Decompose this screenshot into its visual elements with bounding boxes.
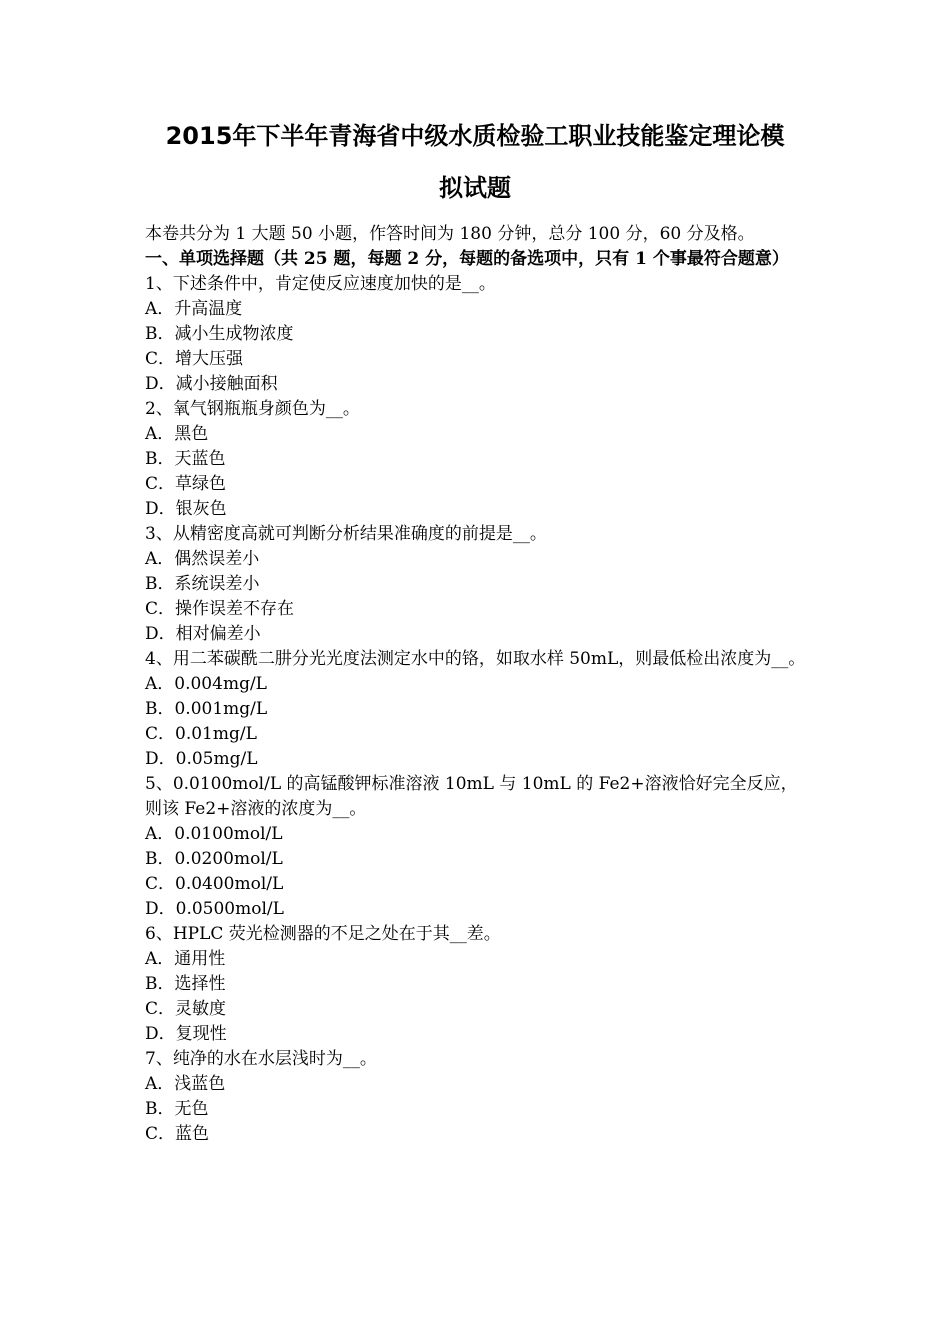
option-c: C．0.01mg/L (145, 724, 257, 744)
option-c: C．增大压强 (145, 349, 244, 369)
option-d: D．0.0500mol/L (145, 899, 284, 919)
option-b: B．0.0200mol/L (145, 849, 283, 869)
option-b: B．无色 (145, 1099, 209, 1119)
option-a: A．浅蓝色 (145, 1074, 226, 1094)
question-6 (145, 922, 810, 1047)
option-c: C．蓝色 (145, 1124, 210, 1144)
question-stem: 3、从精密度高就可判断分析结果准确度的前提是__。 (145, 524, 547, 544)
option-b: B．0.001mg/L (145, 699, 268, 719)
question-7 (145, 1047, 810, 1147)
option-a: A．通用性 (145, 949, 226, 969)
option-c: C．草绿色 (145, 474, 227, 494)
option-a: A．偶然误差小 (145, 549, 260, 569)
question-4 (145, 647, 810, 772)
option-c: C．0.0400mol/L (145, 874, 284, 894)
question-stem: 7、纯净的水在水层浅时为__。 (145, 1049, 377, 1069)
question-1 (145, 272, 810, 397)
question-5 (145, 772, 810, 922)
section-heading: 一、单项选择题（共 25 题，每题 2 分，每题的备选项中，只有 1 个事最符合题意） (145, 249, 789, 269)
document-title-line-1: 2015年下半年青海省中级水质检验工职业技能鉴定理论模 (165, 122, 785, 150)
option-d: D．0.05mg/L (145, 749, 258, 769)
option-c: C．灵敏度 (145, 999, 227, 1019)
question-stem: 6、HPLC 荧光检测器的不足之处在于其__差。 (145, 924, 501, 944)
option-b: B．选择性 (145, 974, 226, 994)
option-d: D．减小接触面积 (145, 374, 278, 394)
intro-text: 本卷共分为 1 大题 50 小题，作答时间为 180 分钟，总分 100 分，60 分及格。 (145, 224, 755, 244)
option-d: D．复现性 (145, 1024, 227, 1044)
document-body (145, 222, 810, 1147)
option-a: A．0.0100mol/L (145, 824, 283, 844)
option-b: B．天蓝色 (145, 449, 226, 469)
option-a: A．0.004mg/L (145, 674, 267, 694)
question-stem: 1、下述条件中，肯定使反应速度加快的是__。 (145, 274, 496, 294)
question-2 (145, 397, 810, 522)
question-stem: 2、氧气钢瓶瓶身颜色为__。 (145, 399, 360, 419)
option-b: B．减小生成物浓度 (145, 324, 294, 344)
question-stem: 5、0.0100mol/L 的高锰酸钾标准溶液 10mL 与 10mL 的 Fe2+溶液恰好完全反应，则该 Fe2+溶液的浓度为__。 (145, 774, 798, 819)
option-a: A．升高温度 (145, 299, 243, 319)
document-title-line-2: 拟试题 (439, 174, 511, 202)
question-3 (145, 522, 810, 647)
question-stem: 4、用二苯碳酰二肼分光光度法测定水中的铬，如取水样 50mL，则最低检出浓度为__。 (145, 649, 806, 669)
option-b: B．系统误差小 (145, 574, 260, 594)
option-d: D．相对偏差小 (145, 624, 261, 644)
option-d: D．银灰色 (145, 499, 227, 519)
option-a: A．黑色 (145, 424, 209, 444)
option-c: C．操作误差不存在 (145, 599, 295, 619)
